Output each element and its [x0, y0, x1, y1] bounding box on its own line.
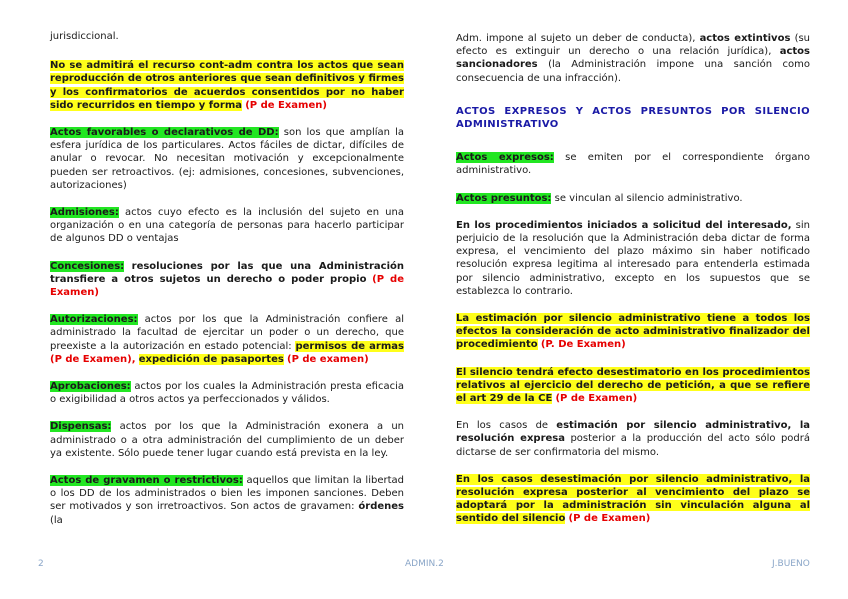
highlighted-text: La estimación por silencio administrativo tiene a todos los efectos la consideración de acto administrativo finalizador del procedimiento: [456, 313, 810, 351]
term-label: Actos presuntos:: [456, 192, 552, 204]
paragraph-text: jurisdiccional.: [50, 31, 119, 42]
term-label: Dispensas:: [50, 421, 112, 433]
definition-text: actos por los cuales la Administración presta eficacia o exigibilidad a otros actos ya perfeccionados y válidos.: [50, 381, 404, 406]
exam-tag: (P de Examen): [245, 99, 327, 111]
right-column: [456, 32, 810, 540]
paragraph-estimacion: [456, 419, 810, 459]
highlighted-text: permisos de armas: [295, 340, 404, 352]
highlighted-text: En los casos desestimación por silencio administrativo, la resolución expresa posterior al vencimiento del plazo se adoptará por la administración sin vinculación alguna al sentido del silencio: [456, 473, 810, 525]
highlighted-text: El silencio tendrá efecto desestimatorio en los procedimientos relativos al ejercicio del derecho de petición, a que se refiere el art 29 de la CE: [456, 366, 810, 405]
definition-admisiones: [50, 206, 404, 246]
definition-text: se vinculan al silencio administrativo.: [554, 192, 743, 204]
highlighted-text: expedición de pasaportes: [138, 353, 284, 365]
term-label: Actos de gravamen o restrictivos:: [50, 475, 243, 487]
exam-note-paragraph: [456, 366, 810, 406]
exam-tag: (P de examen): [287, 353, 369, 365]
definition-text: (la: [50, 514, 63, 526]
exam-note-paragraph: [50, 59, 404, 112]
left-column: [50, 30, 404, 541]
definition-autorizaciones: [50, 313, 404, 366]
term-label: Admisiones:: [50, 207, 119, 219]
exam-tag: (P de Examen): [555, 393, 638, 405]
definition-text: se emiten por el correspondiente órgano administrativo.: [456, 152, 810, 177]
definition-aprobaciones: [50, 380, 404, 406]
definition-text: actos cuyo efecto es la inclusión del sujeto en una organización o en una categoría de personas para hacerlo participar de algunos DD o ventajas: [50, 207, 404, 245]
bold-term: actos extintivos: [699, 33, 791, 44]
paragraph-text: posterior a la producción del acto sólo podrá dictarse de ser confirmatoria del mismo.: [456, 433, 810, 458]
definition-favorables: [50, 126, 404, 192]
paragraph-text: sin perjuicio de la resolución que la Administración deba dictar de forma expresa, el vencimiento del plazo máximo sin haber notificado resolución expresa legitima al interesado para entenderla estimada por silencio administrativo, excepto en los supuestos que se establezca lo contrario.: [456, 219, 810, 297]
definition-actos-expresos: [456, 151, 810, 177]
exam-tag: (P. De Examen): [540, 339, 626, 351]
paragraph: [50, 30, 404, 43]
exam-tag: (P de Examen),: [50, 353, 136, 365]
definition-text: aquellos que limitan la libertad o los DD de los administrados o bien les imponen sanciones. Deben ser motivados y son irretroactivos. Son actos de gravamen:: [50, 475, 404, 513]
footer-author: J.BUENO: [772, 559, 810, 569]
term-label: Concesiones:: [50, 260, 125, 272]
definition-dispensas: [50, 420, 404, 460]
paragraph-text: En los casos de: [456, 420, 549, 432]
definition-text: actos por los que la Administración exonera a un administrado o a otra administración del cumplimiento de un deber ya existente. Sólo puede tener lugar cuando está prevista en la ley.: [50, 421, 404, 459]
paragraph-continued: [456, 32, 810, 85]
paragraph-text: Adm. impone al sujeto un deber de conducta),: [456, 33, 696, 44]
definition-actos-presuntos: [456, 192, 810, 205]
footer-center-label: ADMIN.2: [405, 559, 444, 569]
bold-term: actos sancionadores: [456, 46, 810, 71]
bold-term: órdenes: [358, 501, 404, 513]
section-heading: ACTOS EXPRESOS Y ACTOS PRESUNTOS POR SILENCIO ADMINISTRATIVO: [456, 105, 810, 131]
exam-tag: (P de Examen): [568, 513, 651, 525]
highlighted-text: No se admitirá el recurso cont-adm contra los actos que sean reproducción de otros anteriores que sean definitivos y firmes y los confirmatorios de acuerdos consentidos por no haber sido recurridos en tiempo y forma: [50, 60, 404, 111]
definition-gravamen: [50, 474, 404, 527]
term-label: Actos expresos:: [456, 152, 554, 164]
bold-term: En los procedimientos iniciados a solicitud del interesado,: [456, 219, 792, 231]
paragraph-text: (su efecto es extinguir un derecho o una relación jurídica),: [456, 33, 811, 58]
definition-text: resoluciones por las que una Administración transfiere a otros sujetos un derecho o poder propio: [50, 260, 404, 285]
term-label: Actos favorables o declarativos de DD:: [50, 127, 279, 139]
bold-term: estimación por silencio administrativo, la resolución expresa: [456, 420, 810, 445]
page-number: 2: [38, 559, 44, 569]
paragraph-procedimientos: [456, 219, 810, 298]
term-label: Autorizaciones:: [50, 314, 138, 326]
definition-text: actos por los que la Administración confiere al administrado la facultad de ejercitar un poder o un derecho, que preexiste a la autorización en estado potencial:: [50, 314, 404, 352]
definition-concesiones: [50, 260, 404, 300]
paragraph-text: (la Administración impone una sanción como consecuencia de una infracción).: [456, 59, 810, 84]
exam-note-paragraph: [456, 312, 810, 352]
term-label: Aprobaciones:: [50, 381, 131, 393]
exam-note-paragraph: [456, 473, 810, 526]
exam-tag: (P de Examen): [50, 273, 404, 299]
definition-text: son los que amplían la esfera jurídica de los particulares. Actos fáciles de dictar, difíciles de anular o revocar. No necesitan motivación y excepcionalmente pueden ser retroactivos. (ej: admisiones, concesiones, subvenciones, autorizaciones): [50, 127, 404, 191]
